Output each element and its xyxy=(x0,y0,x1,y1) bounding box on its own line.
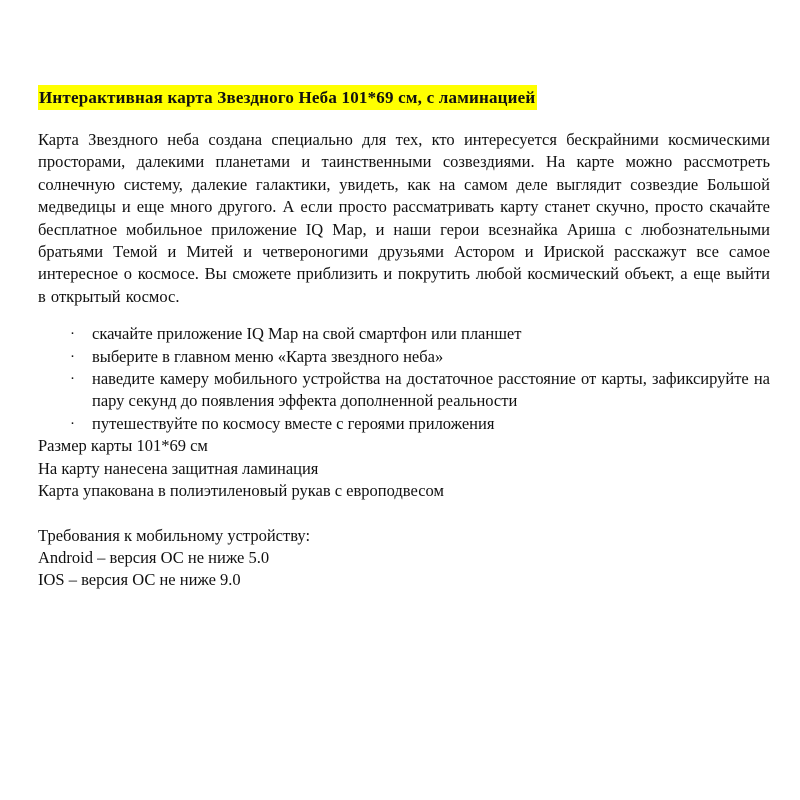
requirement-android: Android – версия ОС не ниже 5.0 xyxy=(38,547,270,567)
requirement-ios: IOS – версия ОС не ниже 9.0 xyxy=(38,570,241,590)
list-item-text: выберите в главном меню «Карта звездного неба» xyxy=(92,346,444,366)
bullet-icon: · xyxy=(70,415,75,432)
document-content xyxy=(38,86,770,592)
list-item-text: путешествуйте по космосу вместе с героями приложения xyxy=(92,413,495,433)
spec-lamination: На карту нанесена защитная ламинация xyxy=(38,458,319,478)
bullet-icon: · xyxy=(70,348,75,365)
list-item xyxy=(38,413,770,435)
intro-paragraph: Карта Звездного неба создана специально для тех, кто интересуется бескрайними космическими просторами, далекими планетами и таинственными созвездиями. На карте можно рассмотреть солнечную систему, далекие галактики, увидеть, как на самом деле выглядит созвездие Большой медведицы и еще много другого. А если просто рассматривать карту станет скучно, просто скачайте бесплатное мобильное приложение IQ Map, и наши герои всезнайка Ариша с любознательными братьями Темой и Митей и четвероногими друзьями Астором и Ириской расскажут все самое интересное о космосе. Вы сможете приблизить и покрутить любой космический объект, а еще выйти в открытый космос. xyxy=(38,130,770,306)
list-item-text: скачайте приложение IQ Map на свой смартфон или планшет xyxy=(92,324,522,344)
spec-packaging: Карта упакована в полиэтиленовый рукав с европодвесом xyxy=(38,481,444,501)
requirements-heading: Требования к мобильному устройству: xyxy=(38,525,311,545)
bullet-icon: · xyxy=(70,326,75,343)
page-title: Интерактивная карта Звездного Неба 101*69 см, с ламинацией xyxy=(38,85,537,110)
bullet-icon: · xyxy=(70,371,75,388)
list-item-text: наведите камеру мобильного устройства на достаточное расстояние от карты, зафиксируйте на пару секунд до появления эффекта дополненной реальности xyxy=(92,369,770,411)
instructions-list xyxy=(38,323,770,435)
spec-size: Размер карты 101*69 см xyxy=(38,436,208,456)
requirements-section xyxy=(38,525,770,592)
list-item xyxy=(38,346,770,368)
list-item xyxy=(38,368,770,413)
list-item xyxy=(38,323,770,345)
title-line xyxy=(38,86,770,110)
